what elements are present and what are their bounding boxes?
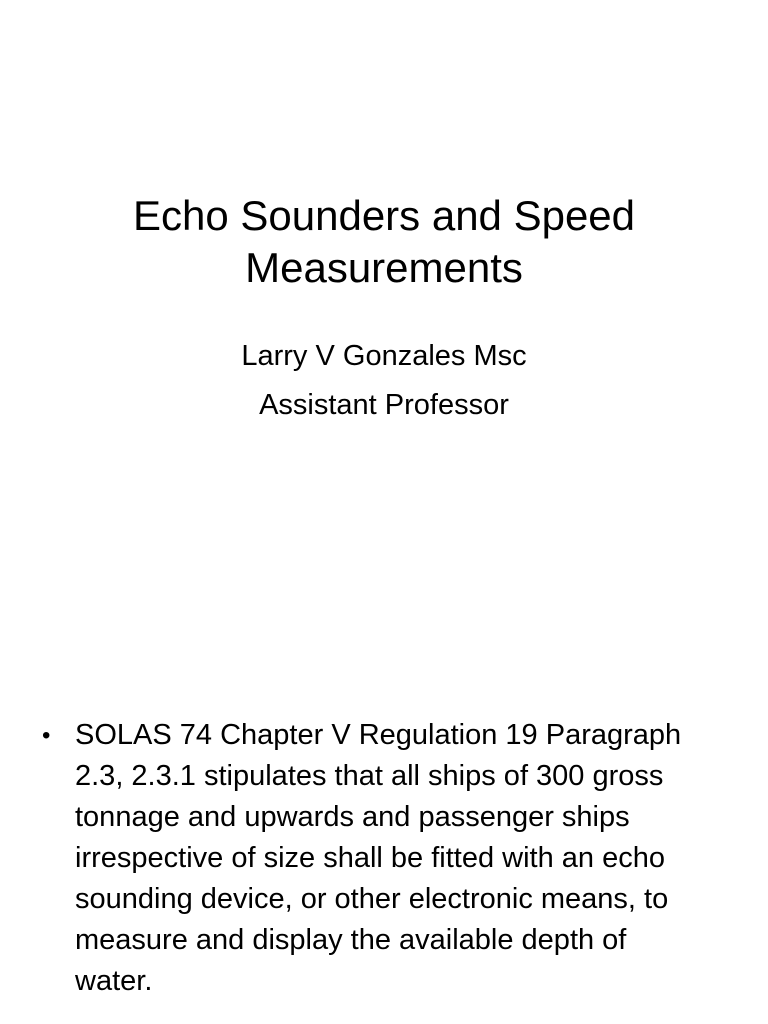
- bullet-list: [0, 715, 768, 1002]
- title-line-1: Echo Sounders and Speed: [132, 192, 636, 239]
- title-line-2: Measurements: [245, 244, 523, 291]
- author-name: Larry V Gonzales Msc: [241, 340, 527, 372]
- author-position: Assistant Professor: [259, 389, 509, 421]
- bullet-text: SOLAS 74 Chapter V Regulation 19 Paragraph 2.3, 2.3.1 stipulates that all ships of 300 gross tonnage and upwards and passenger ships irrespective of size shall be fitted with an echo sounding device, or other electronic means, to measure and display the available depth of water.: [75, 719, 682, 997]
- slide-subtitle: [0, 332, 768, 430]
- bullet-icon: •: [42, 722, 51, 749]
- bullet-item: [0, 715, 768, 1002]
- content-slide: [0, 576, 768, 1024]
- slide-title: [0, 190, 768, 294]
